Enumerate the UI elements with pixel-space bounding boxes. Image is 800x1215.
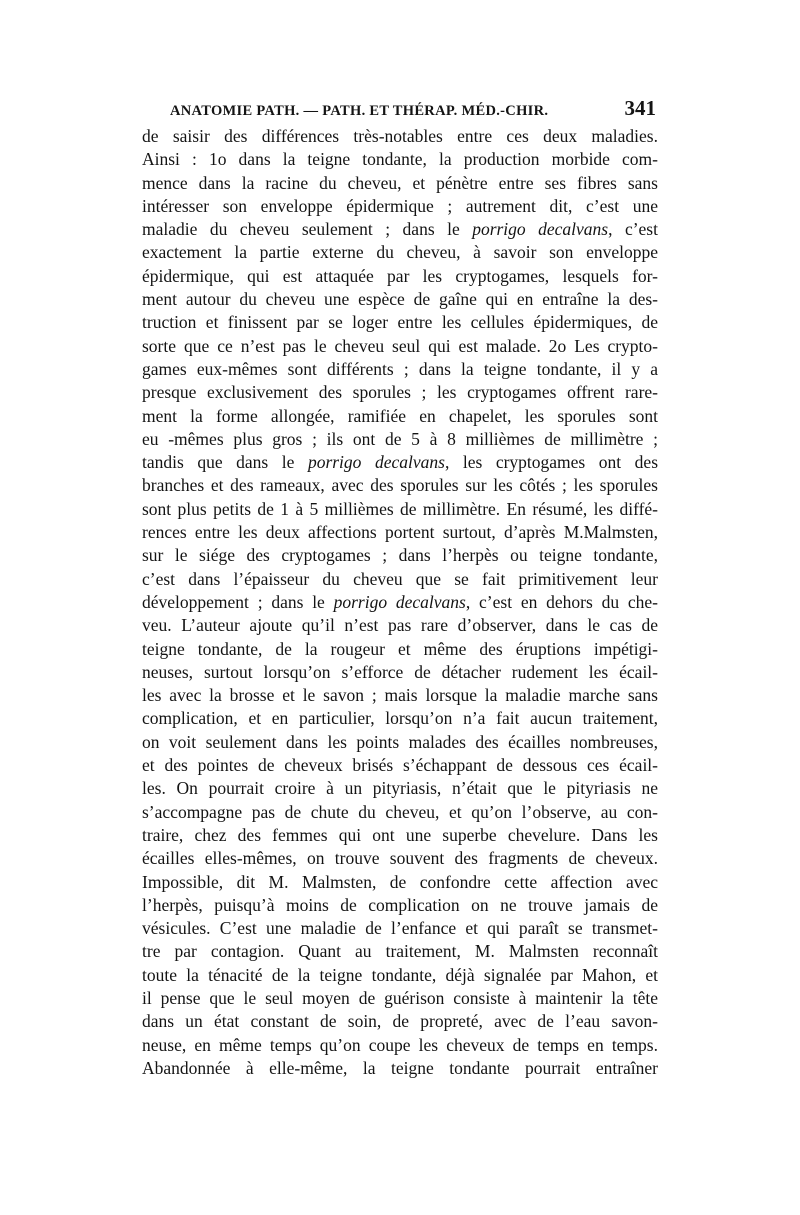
text-line [142,1057,658,1080]
text-line [142,125,658,148]
text-line [142,474,658,497]
text-line [142,381,658,404]
italic-term: porrigo decalvans [307,452,445,473]
text-line [142,964,658,987]
text-segment: teigne tondante, de la rougeur et même des éruptions impétigi- [142,638,658,659]
text-line [142,265,658,288]
text-segment: épidermique, qui est attaquée par les cryptogames, lesquels for- [142,265,658,286]
text-segment: complication, et en particulier, lorsqu’on n’a fait aucun traitement, [142,708,658,729]
text-line [142,335,658,358]
text-segment: exactement la partie externe du cheveu, à savoir son enveloppe [142,242,658,263]
text-line [142,591,658,614]
text-line [142,940,658,963]
text-line [142,451,658,474]
text-segment: c’est dans l’épaisseur du cheveu que se fait primitivement leur [142,568,658,589]
text-segment: de saisir des différences très-notables entre ces deux maladies. [142,126,658,146]
text-line [142,544,658,567]
text-segment: vésicules. C’est une maladie de l’enfance et qui paraît se transmet- [142,918,658,939]
text-segment: neuse, en même temps qu’on coupe les cheveux de temps en temps. [142,1034,658,1055]
text-line [142,684,658,707]
text-line [142,731,658,754]
text-segment: , les cryptogames ont des [444,452,659,473]
text-line [142,754,658,777]
text-segment: tre par contagion. Quant au traitement, M. Malmsten reconnaît [142,941,658,962]
text-segment: veu. L’auteur ajoute qu’il n’est pas rare d’observer, dans le cas de [142,615,658,636]
text-segment: games eux-mêmes sont différents ; dans la teigne tondante, il y a [142,358,658,379]
text-segment: il pense que le seul moyen de guérison consiste à maintenir la tête [142,987,658,1008]
page-number: 341 [624,96,656,120]
text-line [142,195,658,218]
text-line [142,428,658,451]
text-line [142,777,658,800]
text-segment: on voit seulement dans les points malades des écailles nombreuses, [142,731,658,752]
text-line [142,661,658,684]
text-segment: dans un état constant de soin, de propreté, avec de l’eau savon- [142,1011,658,1032]
text-line [142,172,658,195]
running-head [170,96,656,120]
text-segment: truction et finissent par se loger entre les cellules épidermiques, de [142,312,658,333]
text-segment: tandis que dans le [142,452,308,473]
running-title: ANATOMIE PATH. — PATH. ET THÉRAP. MÉD.-CHIR. [170,103,549,119]
text-segment: écailles elles-mêmes, on trouve souvent des fragments de cheveux. [142,848,658,869]
text-segment: eu -mêmes plus gros ; ils ont de 5 à 8 millièmes de millimètre ; [142,428,658,449]
text-line [142,917,658,940]
text-line [142,288,658,311]
text-segment: branches et des rameaux, avec des sporules sur les côtés ; les sporules [142,475,658,496]
text-segment: , c’est en dehors du che- [465,591,658,612]
text-line [142,824,658,847]
text-segment: Ainsi : 1o dans la teigne tondante, la production morbide com- [142,149,658,170]
text-segment: maladie du cheveu seulement ; dans le [142,219,473,240]
text-segment: mence dans la racine du cheveu, et pénètre entre ses fibres sans [142,172,658,193]
italic-term: porrigo decalvans [333,591,466,612]
text-segment: intéresser son enveloppe épidermique ; autrement dit, c’est une [142,195,658,216]
text-line [142,894,658,917]
text-line [142,568,658,591]
text-line [142,987,658,1010]
text-segment: développement ; dans le [142,591,334,612]
text-segment: neuses, surtout lorsqu’on s’efforce de détacher rudement les écail- [142,661,658,682]
text-segment: , c’est [608,219,658,240]
text-line [142,148,658,171]
text-line [142,707,658,730]
text-line [142,521,658,544]
text-line [142,311,658,334]
text-line [142,1034,658,1057]
text-line [142,241,658,264]
text-segment: l’herpès, puisqu’à moins de complication on ne trouve jamais de [142,894,658,915]
text-line [142,358,658,381]
text-line [142,871,658,894]
text-line [142,405,658,428]
text-segment: Impossible, dit M. Malmsten, de confondre cette affection avec [142,871,658,892]
text-line [142,847,658,870]
text-segment: les avec la brosse et le savon ; mais lorsque la maladie marche sans [142,685,658,706]
text-segment: sont plus petits de 1 à 5 millièmes de millimètre. En résumé, les diffé- [142,498,658,519]
text-line [142,614,658,637]
body-text [142,125,658,1080]
text-line [142,638,658,661]
text-line [142,218,658,241]
text-segment: presque exclusivement des sporules ; les cryptogames offrent rare- [142,382,658,403]
text-segment: rences entre les deux affections portent surtout, d’après M.Malmsten, [142,522,658,543]
text-segment: traire, chez des femmes qui ont une superbe chevelure. Dans les [142,824,658,845]
text-line [142,801,658,824]
text-segment: ment autour du cheveu une espèce de gaîne qui en entraîne la des- [142,289,658,310]
text-segment: sorte que ce n’est pas le cheveu seul qui est malade. 2o Les crypto- [142,335,658,356]
text-line [142,498,658,521]
text-segment: et des pointes de cheveux brisés s’échappant de dessous ces écail- [142,755,658,776]
text-segment: Abandonnée à elle-même, la teigne tondante pourrait entraîner [142,1057,658,1078]
text-line [142,1010,658,1033]
text-segment: ment la forme allongée, ramifiée en chapelet, les sporules sont [142,405,658,426]
text-segment: toute la ténacité de la teigne tondante, déjà signalée par Mahon, et [142,964,658,985]
text-segment: s’accompagne pas de chute du cheveu, et qu’on l’observe, au con- [142,801,658,822]
italic-term: porrigo decalvans [472,219,609,240]
text-segment: les. On pourrait croire à un pityriasis, n’était que le pityriasis ne [142,778,658,799]
text-segment: sur le siége des cryptogames ; dans l’herpès ou teigne tondante, [142,545,658,566]
